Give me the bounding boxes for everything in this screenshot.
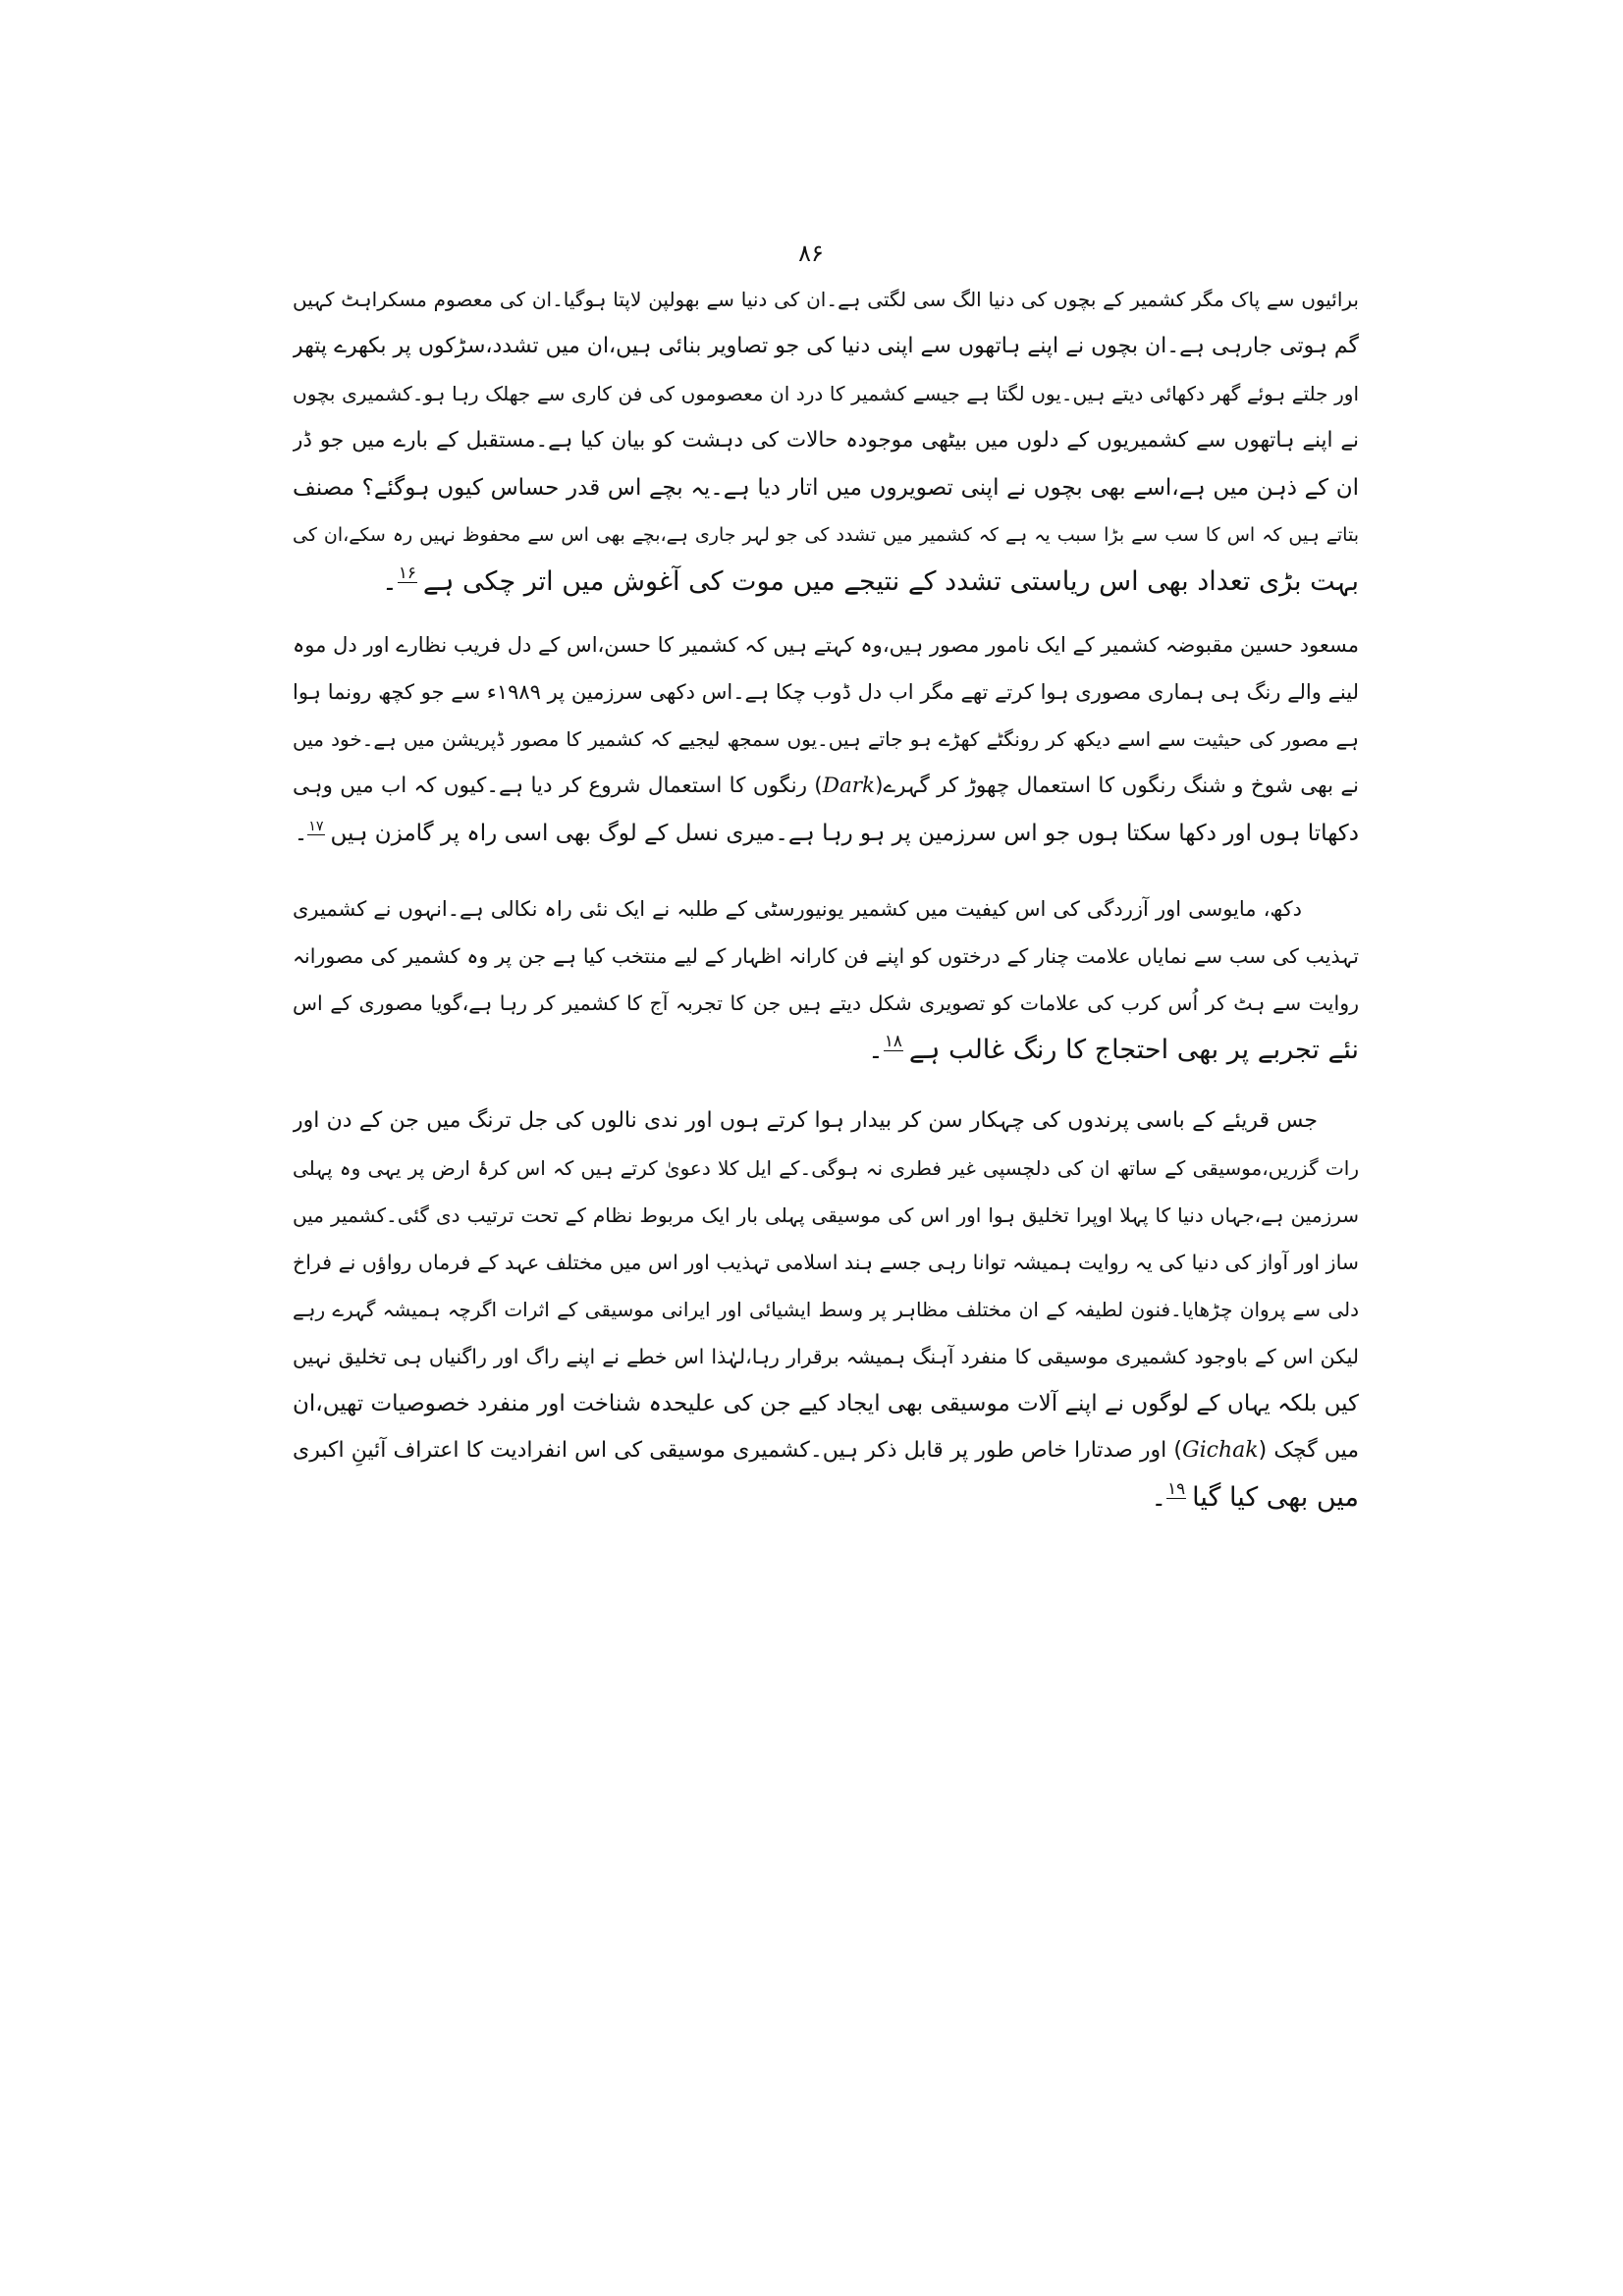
text-line: لیکن اس کے باوجود کشمیری موسیقی کا منفرد آہنگ ہمیشہ برقرار رہا،لہٰذا اس خطے نے اپنے راگ اور راگنیاں ہی تخلیق نہیں: [293, 1345, 1359, 1368]
text-line-last: [293, 559, 1359, 606]
sentence-end: ۔: [1151, 1482, 1167, 1513]
text-line: روایت سے ہٹ کر اُس کرب کی علامات کو تصویری شکل دیتے ہیں جن کا تجربہ آج کا کشمیر کر رہا ہے،گویا مصوری کے اس: [293, 991, 1359, 1015]
paragraph: [293, 276, 1359, 606]
line-text: نے بھی شوخ و شنگ رنگوں کا استعمال چھوڑ کر گہرے(: [875, 774, 1359, 798]
paragraph: [293, 885, 1359, 1074]
text-line: ساز اور آواز کی دنیا کی یہ روایت ہمیشہ توانا رہی جسے ہند اسلامی تہذیب اور اس میں مختلف عہد کے فرماں رواؤں نے فراخ: [293, 1251, 1359, 1274]
line-text: میں گچک (: [1258, 1438, 1359, 1463]
text-line: ہے مصور کی حیثیت سے اسے دیکھ کر رونگٹے کھڑے ہو جاتے ہیں۔یوں سمجھ لیجیے کہ کشمیر کا مصور ڈپریشن میں ہے۔خود میں: [293, 727, 1359, 751]
text-line: دلی سے پروان چڑھایا۔فنون لطیفہ کے ان مختلف مظاہر پر وسط ایشیائی اور ایرانی موسیقی کے اثرات اگرچہ ہمیشہ گہرے رہے: [293, 1298, 1359, 1321]
text-line: جس قریئے کے باسی پرندوں کی چہکار سن کر بیدار ہوا کرتے ہوں اور ندی نالوں کی جل ترنگ میں جن کے دن اور: [293, 1108, 1318, 1133]
text-line-last: [293, 1027, 1359, 1074]
line-text: بہت بڑی تعداد بھی اس ریاستی تشدد کے نتیجے میں موت کی آغوش میں اتر چکی ہے: [422, 566, 1359, 597]
text-line: لینے والے رنگ ہی ہماری مصوری ہوا کرتے تھے مگر اب دل ڈوب چکا ہے۔اس دکھی سرزمین پر ۱۹۸۹ء سے جو کچھ رونما ہوا: [293, 680, 1359, 704]
text-line: رات گزریں،موسیقی کے ساتھ ان کی دلچسپی غیر فطری نہ ہوگی۔کے ایل کلا دعویٰ کرتے ہیں کہ اس کرۂ ارض پر یہی وہ پہلی: [293, 1156, 1359, 1180]
text-line: اور جلتے ہوئے گھر دکھائی دیتے ہیں۔یوں لگتا ہے جیسے کشمیر کا درد ان معصوموں کی فن کاری سے جھلک رہا ہو۔کشمیری بچوں: [293, 382, 1359, 405]
text-line: نے اپنے ہاتھوں سے کشمیریوں کے دلوں میں بیٹھی موجودہ حالات کی دہشت کو بیان کیا ہے۔مستقبل کے بارے میں جو ڈر: [293, 428, 1359, 453]
line-text: ) اور صدتارا خاص طور پر قابل ذکر ہیں۔کشمیری موسیقی کی اس انفرادیت کا اعتراف آئینِ اکبری: [293, 1438, 1183, 1463]
text-line: ان کے ذہن میں ہے،اسے بھی بچوں نے اپنی تصویروں میں اتار دیا ہے۔یہ بچے اس قدر حساس کیوں ہوگئے؟ مصنف: [293, 475, 1359, 501]
text-line: دکھ، مایوسی اور آزردگی کی اس کیفیت میں کشمیر یونیورسٹی کے طلبہ نے ایک نئی راہ نکالی ہے۔انہوں نے کشمیری: [293, 897, 1302, 921]
text-line: بتاتے ہیں کہ اس کا سب سے بڑا سبب یہ ہے کہ کشمیر میں تشدد کی جو لہر جاری ہے،بچے بھی اس سے محفوظ نہیں رہ سکے،ان کی: [293, 524, 1359, 546]
latin-term: Dark: [822, 774, 876, 798]
text-line: کیں بلکہ یہاں کے لوگوں نے اپنے آلات موسیقی بھی ایجاد کیے جن کی علیحدہ شناخت اور منفرد خصوصیات تھیں،ان: [293, 1391, 1359, 1416]
text-line: تہذیب کی سب سے نمایاں علامت چنار کے درختوں کو اپنے فن کارانہ اظہار کے لیے منتخب کیا ہے جن پر وہ کشمیر کی مصورانہ: [293, 944, 1359, 968]
text-line-last: [293, 1474, 1359, 1522]
text-line: سرزمین ہے،جہاں دنیا کا پہلا اوپرا تخلیق ہوا اور اس کی موسیقی پہلی بار ایک مربوط نظام کے تحت ترتیب دی گئی۔کشمیر میں: [293, 1203, 1359, 1227]
sentence-end: ۔: [868, 1035, 884, 1065]
text-line: برائیوں سے پاک مگر کشمیر کے بچوں کی دنیا الگ سی لگتی ہے۔ان کی دنیا سے بھولپن لاپتا ہوگیا۔ان کی معصوم مسکراہٹ کہیں: [293, 288, 1359, 311]
footnote-marker: ۱۶: [398, 562, 416, 583]
paragraph: [293, 1097, 1359, 1522]
latin-term: Gichak: [1182, 1438, 1259, 1463]
text-line: مسعود حسین مقبوضہ کشمیر کے ایک نامور مصور ہیں،وہ کہتے ہیں کہ کشمیر کا حسن،اس کے دل فریب نظارے اور دل موہ: [293, 633, 1359, 657]
footnote-marker: ۱۹: [1167, 1478, 1186, 1499]
line-text: دکھاتا ہوں اور دکھا سکتا ہوں جو اس سرزمین پر ہو رہا ہے۔میری نسل کے لوگ بھی اسی راہ پر گامزن ہیں: [330, 821, 1359, 846]
line-text: نئے تجربے پر بھی احتجاج کا رنگ غالب ہے: [908, 1035, 1359, 1065]
sentence-end: ۔: [382, 566, 398, 597]
line-text: میں بھی کیا گیا: [1192, 1482, 1359, 1513]
paragraph: [293, 621, 1359, 857]
sentence-end: ۔: [294, 821, 308, 846]
page-number: ۸۶: [798, 240, 824, 267]
footnote-marker: ۱۸: [884, 1031, 902, 1051]
footnote-marker: ۱۷: [308, 819, 324, 835]
text-line-last: [293, 810, 1359, 857]
text-line: [293, 763, 1359, 810]
text-line: گم ہوتی جارہی ہے۔ان بچوں نے اپنے ہاتھوں سے اپنی دنیا کی جو تصاویر بنائی ہیں،ان میں تشدد،سڑکوں پر بکھرے پتھر: [293, 334, 1359, 358]
line-text: ) رنگوں کا استعمال شروع کر دیا ہے۔کیوں کہ اب میں وہی: [293, 774, 823, 798]
text-line: [293, 1427, 1359, 1474]
